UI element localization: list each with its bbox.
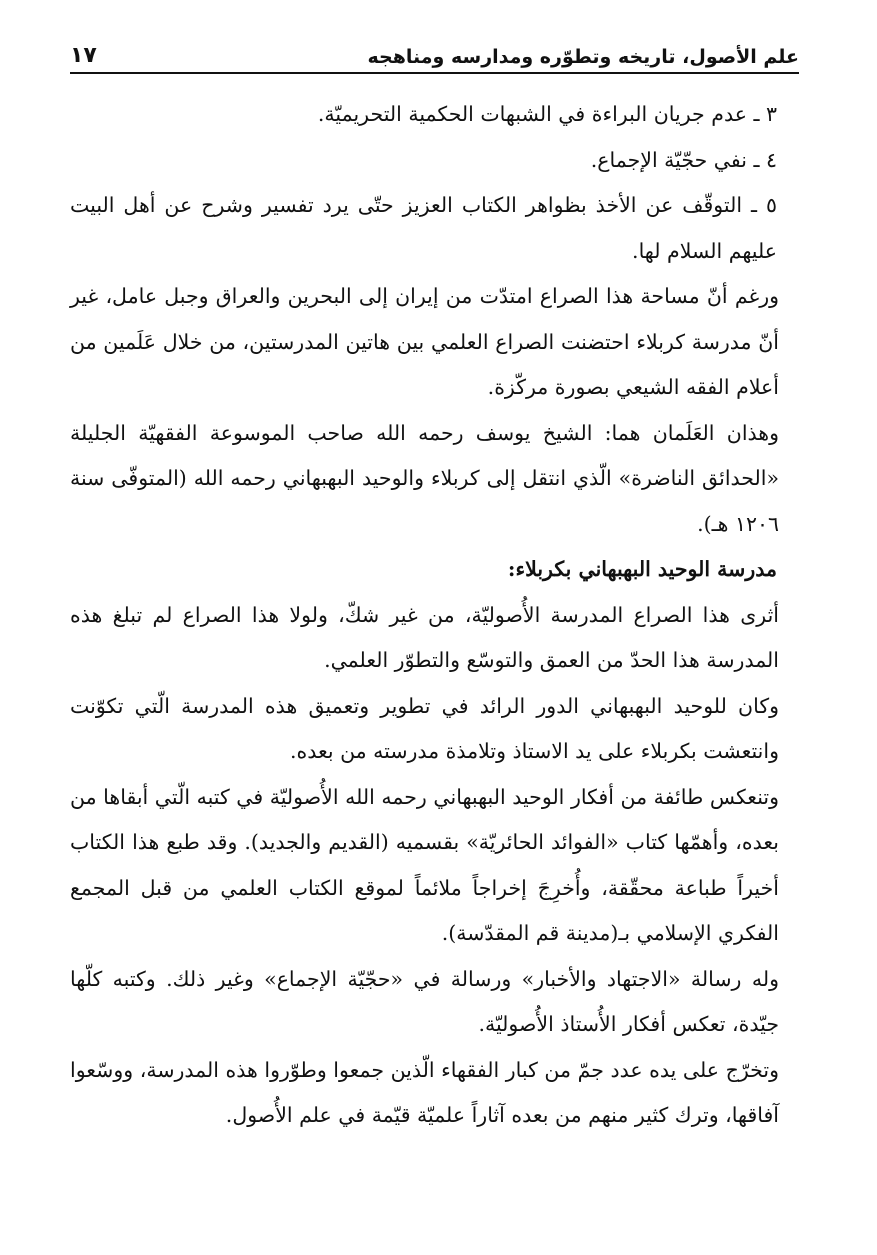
list-item-4: ٤ ـ نفي حجّيّة الإجماع. <box>590 147 777 172</box>
running-title: علم الأصول، تاريخه وتطوّره ومدارسه ومناهجه <box>367 46 799 68</box>
paragraph: وهذان العَلَمان هما: الشيخ يوسف رحمه الله صاحب الموسوعة الفقهيّة الجليلة «الحدائق الناضرة» الّذي انتقل إلى كربلاء والوحيد البهبهاني رحمه الله (المتوفّى سنة ١٢٠٦ هـ). <box>70 420 779 536</box>
paragraph: ورغم أنّ مساحة هذا الصراع امتدّت من إيران إلى البحرين والعراق وجبل عامل، غير أنّ مدرسة كربلاء احتضنت الصراع العلمي بين هاتين المدرستين، من خلال عَلَمين من أعلام الفقه الشيعي بصورة مركّزة. <box>70 284 779 399</box>
paragraph: وتخرّج على يده عدد جمّ من كبار الفقهاء الّذين جمعوا وطوّروا هذه المدرسة، ووسّعوا آفاقها، وترك كثير منهم من بعده آثاراً علميّة قيّمة في علم الأُصول. <box>70 1057 779 1127</box>
paragraph: وله رسالة «الاجتهاد والأخبار» ورسالة في «حجّيّة الإجماع» وغير ذلك. وكتبه كلّها جيّدة، تعكس أفكار الأُستاذ الأُصوليّة. <box>70 966 779 1036</box>
paragraph: وتنعكس طائفة من أفكار الوحيد البهبهاني رحمه الله الأُصوليّة في كتبه الّتي أبقاها من بعده، وأهمّها كتاب «الفوائد الحائريّة» بقسميه (القديم والجديد). وقد طبع هذا الكتاب أخيراً طباعة محقّقة، وأُخرِجَ إخراجاً ملائماً لموقع الكتاب العلمي من قبل المجمع الفكري الإسلامي بـ(مدينة قم المقدّسة). <box>70 784 779 945</box>
page-header <box>70 28 799 74</box>
section-heading: مدرسة الوحيد البهبهاني بكربلاء: <box>507 557 777 581</box>
list-item-3: ٣ ـ عدم جريان البراءة في الشبهات الحكمية التحريميّة. <box>317 102 777 126</box>
page-body <box>70 92 799 1139</box>
paragraph: وكان للوحيد البهبهاني الدور الرائد في تطوير وتعميق هذه المدرسة الّتي تكوّنت وانتعشت بكربلاء على يد الاستاذ وتلامذة مدرسته من بعده. <box>70 693 779 763</box>
page-number: ١٧ <box>70 43 97 68</box>
list-item-5: ٥ ـ التوقّف عن الأخذ بظواهر الكتاب العزيز حتّى يرد تفسير وشرح عن أهل البيت عليهم السلام لها. <box>70 193 777 263</box>
paragraph: أثرى هذا الصراع المدرسة الأُصوليّة، من غير شكّ، ولولا هذا الصراع لم تبلغ هذه المدرسة هذا الحدّ من العمق والتوسّع والتطوّر العلمي. <box>70 602 779 672</box>
